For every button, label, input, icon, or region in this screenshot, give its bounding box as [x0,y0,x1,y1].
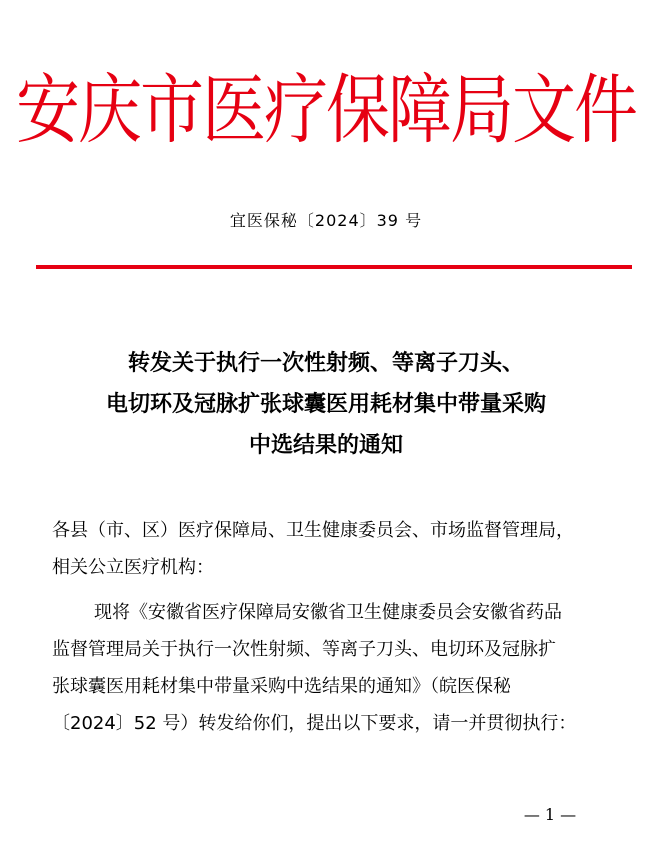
title-line: 转发关于执行一次性射频、等离子刀头、 [127,350,524,376]
body-paragraph [52,594,616,742]
addressee-line: 相关公立医疗机构： [52,557,214,578]
page-number: — 1 — [523,805,577,824]
paragraph-line: 张球囊医用耗材集中带量采购中选结果的通知》（皖医保秘 [52,676,511,697]
masthead-title: 安庆市医疗保障局文件 [16,67,636,155]
title-line: 电切环及冠脉扩张球囊医用耗材集中带量采购 [105,391,546,417]
document-number: 宜医保秘〔2024〕39 号 [229,211,423,230]
paragraph-line: 〔2024〕52 号）转发给你们，提出以下要求，请一并贯彻执行： [52,713,577,734]
paragraph-line: 监督管理局关于执行一次性射频、等离子刀头、电切环及冠脉扩 [52,639,556,660]
addressee [52,512,616,586]
body-text [52,512,616,742]
title-line: 中选结果的通知 [248,432,403,458]
paragraph-line: 现将《安徽省医疗保障局安徽省卫生健康委员会安徽省药品 [94,602,562,623]
notice-title [40,343,612,466]
red-separator-rule [36,265,632,269]
addressee-line: 各县（市、区）医疗保障局、卫生健康委员会、市场监督管理局， [52,520,574,541]
